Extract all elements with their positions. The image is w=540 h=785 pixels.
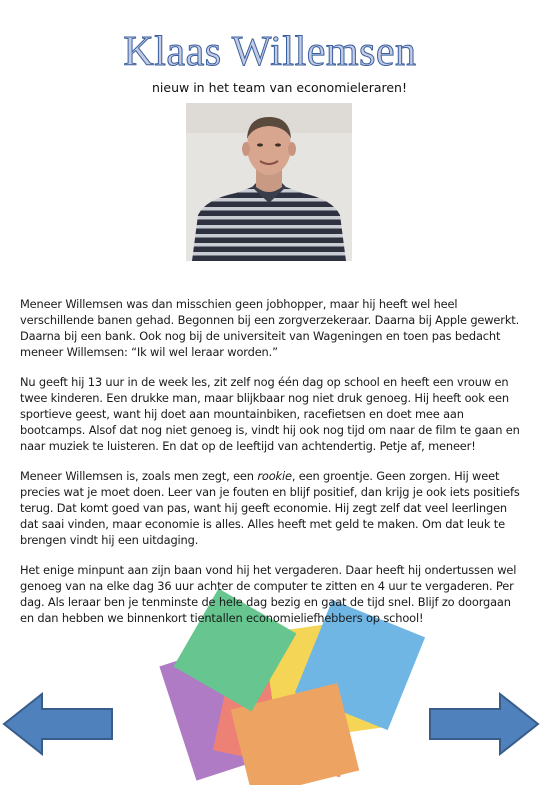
paragraph-3-part1: Meneer Willemsen is, zoals men zegt, een bbox=[20, 469, 258, 483]
page-subtitle: nieuw in het team van economieleraren! bbox=[152, 80, 407, 95]
rookie-emphasis: rookie bbox=[257, 469, 292, 483]
arrow-right-icon bbox=[430, 694, 538, 754]
paragraph-3-part2: , een groentje. Geen zorgen. Hij weet precies wat je moet doen. Leer van je fouten en blijf positief, dan krijg je ook iets positiefs terug. Dat komt goed van pas, want hij geeft economie. Hij zegt zelf dat veel leerlingen dat saai vinden, maar economie is alles. Alles heeft met geld te maken. Om dat leuk te brengen vindt hij een uitdaging. bbox=[20, 469, 520, 547]
previous-page-button[interactable] bbox=[2, 692, 114, 756]
next-page-button[interactable] bbox=[428, 692, 540, 756]
paragraph-2: Nu geeft hij 13 uur in de week les, zit zelf nog één dag op school en heeft een vrouw en twee kinderen. Een drukke man, maar blijkbaar nog niet druk genoeg. Hij heeft ook een sportieve geest, want hij doet aan mountainbiken, racefietsen en doet mee aan bootcamps. Alsof dat nog niet genoeg is, vindt hij ook nog tijd om naar de film te gaan en naar muziek te luisteren. En dat op de leeftijd van achtendertig. Petje af, meneer! bbox=[20, 375, 520, 453]
arrow-left-icon bbox=[4, 694, 112, 754]
portrait-photo bbox=[186, 103, 352, 261]
paragraph-4: Het enige minpunt aan zijn baan vond hij het vergaderen. Daar heeft hij ondertussen wel genoeg van na elke dag 36 uur achter de computer te zitten en 4 uur te vergaderen. Per dag. Als leraar ben je tenminste de hele dag bezig en gaat de tijd snel. Blijf zo doorgaan en dan hebben we binnenkort tientallen economieliefhebbers op school! bbox=[20, 563, 517, 625]
paragraph-1: Meneer Willemsen was dan misschien geen jobhopper, maar hij heeft wel heel verschillende banen gehad. Begonnen bij een zorgverzekeraar. Daarna bij Apple gewerkt. Daarna bij een bank. Ook nog bij de universiteit van Wageningen en toen pas bedacht meneer Willemsen: “Ik wil wel leraar worden.” bbox=[20, 297, 520, 359]
paragraph-3 bbox=[20, 468, 526, 548]
article-body bbox=[20, 296, 526, 640]
page-title: Klaas Willemsen bbox=[123, 29, 417, 75]
